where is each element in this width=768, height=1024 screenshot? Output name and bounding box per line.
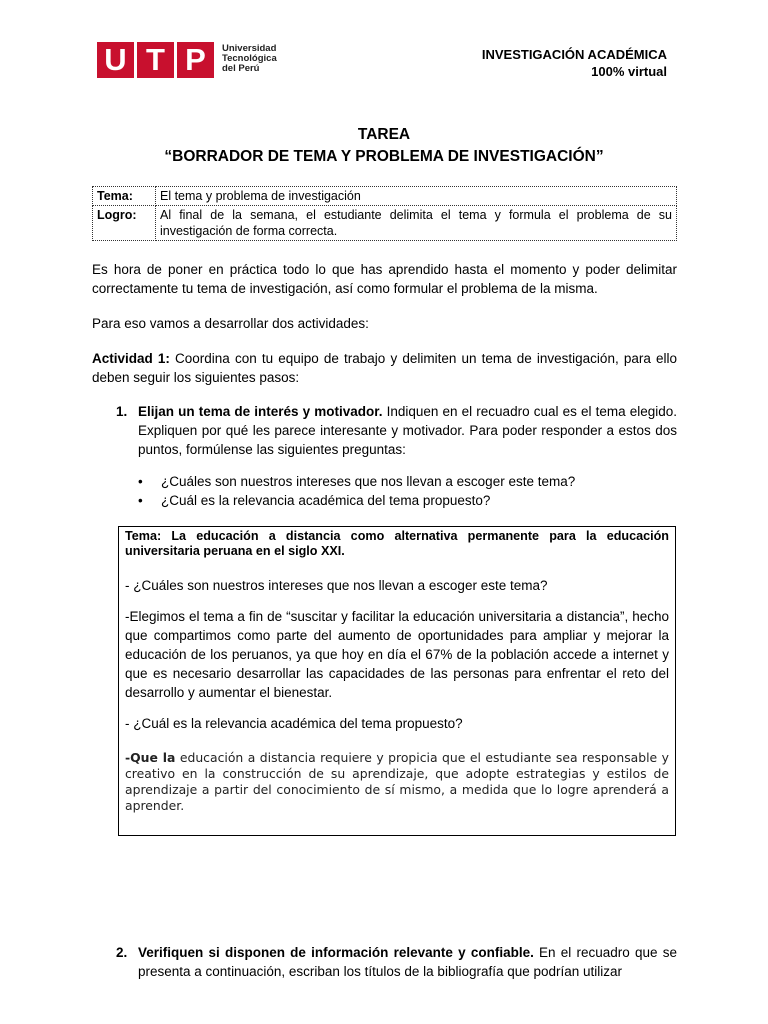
- table-key: Tema:: [93, 187, 156, 206]
- step-2-number: 2.: [116, 945, 128, 960]
- answer-box: [118, 526, 676, 836]
- intro-activities: Para eso vamos a desarrollar dos actividades:: [92, 316, 369, 331]
- list-item: • ¿Cuál es la relevancia académica del tema propuesto?: [138, 491, 677, 510]
- info-table: [92, 186, 677, 241]
- step-2-text: En el recuadro que se presenta a continuación, escriban los títulos de la bibliografía que podrían utilizar: [138, 945, 677, 979]
- document-title: TAREA: [357, 126, 411, 143]
- step-1-heading: Elijan un tema de interés y motivador.: [138, 404, 383, 419]
- activity-1-text: Coordina con tu equipo de trabajo y delimiten un tema de investigación, para ello deben seguir los siguientes pasos:: [92, 351, 677, 385]
- answer-response-2-lead: -Que la: [125, 750, 176, 765]
- university-name: Universidad Tecnológica del Perú: [222, 43, 277, 74]
- course-header: [482, 46, 667, 80]
- logo-letter-u: U: [97, 42, 134, 78]
- step-1-bullets: [138, 472, 677, 510]
- document-subtitle: “BORRADOR DE TEMA Y PROBLEMA DE INVESTIGACIÓN”: [164, 148, 604, 165]
- intro-paragraph: Es hora de poner en práctica todo lo que has aprendido hasta el momento y poder delimitar correctamente tu tema de investigación, así como formular el problema de la misma.: [92, 262, 677, 296]
- answer-question-2: - ¿Cuál es la relevancia académica del tema propuesto?: [125, 716, 463, 731]
- step-2-heading: Verifiquen si disponen de información relevante y confiable.: [138, 945, 534, 960]
- answer-topic: Tema: La educación a distancia como alternativa permanente para la educación universitaria peruana en el siglo XXI.: [125, 529, 669, 558]
- activity-1: [92, 349, 677, 387]
- course-name: INVESTIGACIÓN ACADÉMICA: [481, 47, 667, 62]
- table-row: [93, 206, 677, 241]
- answer-response-1: -Elegimos el tema a fin de “suscitar y facilitar la educación universitaria a distancia”, hecho que compartimos como parte del aumento de oportunidades para ampliar y mejorar la educación de los peruanos, ya que hoy en día el 67% de la población accede a internet y que es necesario desarrollar las capacidades de las personas para enfrentar el reto del desarrollo y aumentar el bienestar.: [125, 609, 669, 700]
- course-modality: 100% virtual: [591, 64, 667, 79]
- step-1-number: 1.: [116, 404, 128, 419]
- table-key: Logro:: [93, 206, 156, 241]
- answer-response-2-text: educación a distancia requiere y propicia que el estudiante sea responsable y creativo en la construcción de su aprendizaje, que adopte estrategias y estilos de aprendizaje a partir del conocimiento de sí mismo, a medida que lo logre aprenderá a aprender.: [125, 750, 669, 813]
- step-1: [138, 402, 677, 459]
- logo-letter-t: T: [137, 42, 174, 78]
- answer-response-2: [125, 750, 669, 814]
- table-value: Al final de la semana, el estudiante delimita el tema y formula el problema de su investigación de forma correcta.: [156, 206, 677, 241]
- activity-1-label: Actividad 1:: [92, 351, 170, 366]
- answer-question-1: - ¿Cuáles son nuestros intereses que nos llevan a escoger este tema?: [125, 578, 548, 593]
- step-2: [138, 943, 677, 981]
- list-item: • ¿Cuáles son nuestros intereses que nos llevan a escoger este tema?: [138, 472, 677, 491]
- table-value: El tema y problema de investigación: [156, 187, 677, 206]
- table-row: [93, 187, 677, 206]
- logo-letter-p: P: [177, 42, 214, 78]
- step-1-text: Indiquen en el recuadro cual es el tema elegido. Expliquen por qué les parece interesante y motivador. Para poder responder a estos dos puntos, formúlense las siguientes preguntas:: [138, 404, 677, 457]
